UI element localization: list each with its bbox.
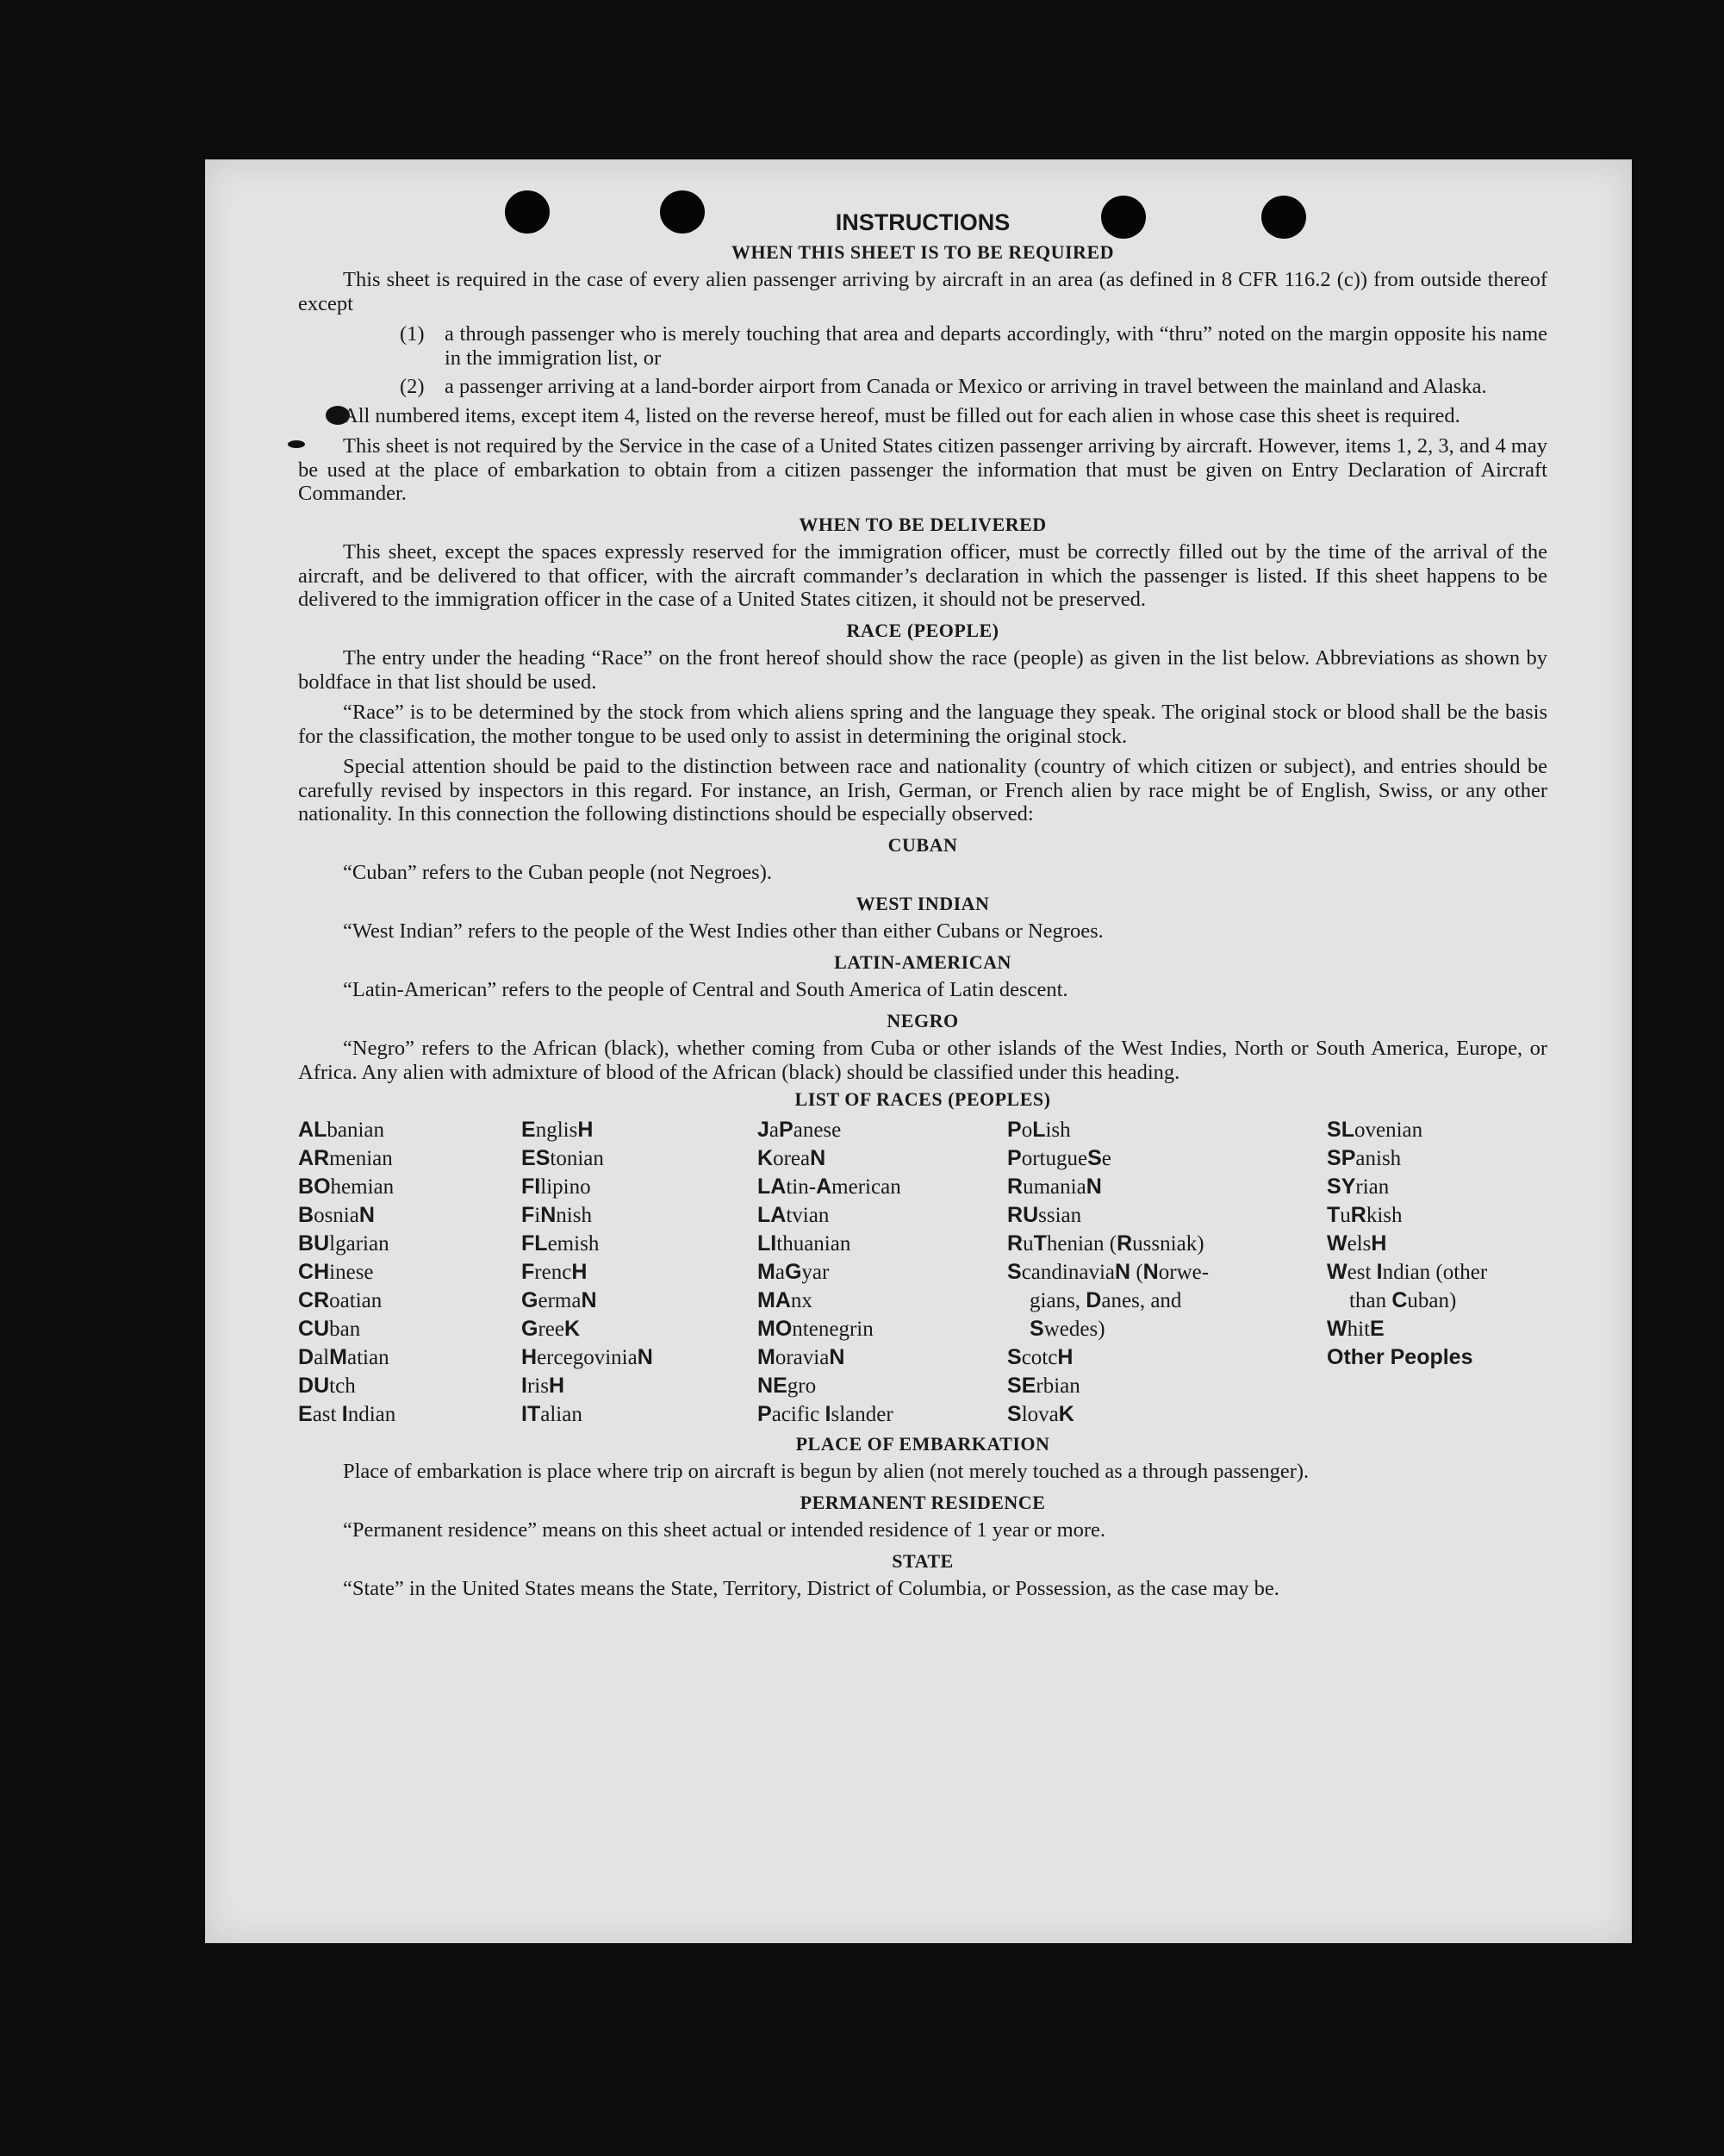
item-number: (1) [400,322,425,346]
race-entry: BosniaN [298,1202,375,1227]
race-entry: LAtin-American [757,1174,901,1199]
paragraph: “West Indian” refers to the people of the West Indies other than either Cubans or Negroes. [343,919,1104,943]
race-entry: LIthuanian [757,1231,851,1256]
race-entry: RuThenian (Russniak) [1007,1231,1204,1256]
race-entry: NEgro [757,1373,817,1398]
section-heading: CUBAN [887,833,958,856]
item-number: (2) [400,375,425,398]
race-entry: FLemish [521,1231,600,1256]
race-entry: East Indian [298,1401,396,1426]
page-title: INSTRUCTIONS [835,209,1011,235]
race-entry: RumaniaN [1007,1174,1102,1199]
paragraph: Place of embarkation is place where trip on aircraft is begun by alien (not merely touched as a through passenger). [343,1460,1310,1483]
race-entry: SErbian [1007,1373,1080,1398]
race-entry: EStonian [521,1145,604,1170]
paragraph: Special attention should be paid to the distinction between race and nationality (country of which citizen or subject), and entries should be carefully revised by inspectors in this regard. For instance, an Irish, German, or French alien by race might be of English, Swiss, or any other nationality. In this connection the following distinctions should be especially observed: [298,755,1547,826]
race-entry: Other Peoples [1327,1344,1473,1369]
race-entry: SlovaK [1007,1401,1074,1426]
race-entry: CUban [298,1316,361,1341]
race-entry: than Cuban) [1349,1287,1457,1312]
races-column [1327,1116,1547,1429]
document-page [205,159,1632,1943]
race-entry: ITalian [521,1401,582,1426]
race-entry: MAnx [757,1287,812,1312]
section-heading: STATE [892,1549,954,1572]
paragraph: All numbered items, except item 4, listed on the reverse hereof, must be filled out for each alien in whose case this sheet is required. [343,403,1460,427]
race-entry: IrisH [521,1373,565,1398]
list-item [298,322,1547,370]
section-heading: WHEN TO BE DELIVERED [799,513,1047,535]
race-entry: SLovenian [1327,1117,1423,1142]
race-entry: BOhemian [298,1174,395,1199]
race-entry: TuRkish [1327,1202,1403,1227]
list-item [298,375,1547,399]
race-entry: JaPanese [757,1117,842,1142]
paragraph: This sheet is not required by the Service in the case of a United States citizen passenger arriving by aircraft. However, items 1, 2, 3, and 4 may be used at the place of embarkation to obtain from a citizen passenger the information that must be given on Entry Declaration of Aircraft Commander. [298,434,1547,505]
paragraph: This sheet is required in the case of every alien passenger arriving by aircraft in an area (as defined in 8 CFR 116.2 (c)) from outside thereof except [298,268,1547,315]
race-entry: CRoatian [298,1287,383,1312]
section-heading: RACE (PEOPLE) [846,619,999,641]
races-list [298,1116,1547,1429]
item-text: a passenger arriving at a land-border airport from Canada or Mexico or arriving in travel between the mainland and Alaska. [445,375,1487,398]
race-entry: DalMatian [298,1344,389,1369]
race-entry: ARmenian [298,1145,393,1170]
section-heading: WHEN THIS SHEET IS TO BE REQUIRED [731,240,1115,263]
race-entry: BUlgarian [298,1231,389,1256]
race-entry: SPanish [1327,1145,1402,1170]
race-entry: DUtch [298,1373,356,1398]
section-heading: PERMANENT RESIDENCE [800,1491,1046,1513]
race-entry: ScandinaviaN (Norwe- [1007,1259,1210,1284]
race-entry: HercegoviniaN [521,1344,653,1369]
paragraph: The entry under the heading “Race” on the front hereof should show the race (people) as given in the list below. Abbreviations as shown by boldface in that list should be used. [298,646,1547,694]
race-entry: ALbanian [298,1117,385,1142]
race-entry: FiNnish [521,1202,592,1227]
section-heading: LATIN-AMERICAN [834,950,1011,973]
race-entry: FrencH [521,1259,588,1284]
races-column [1007,1116,1327,1429]
section-heading: WEST INDIAN [856,892,990,914]
race-entry: PoLish [1007,1117,1071,1142]
paragraph: “Race” is to be determined by the stock from which aliens spring and the language they speak. The original stock or blood shall be the basis for the classification, the mother tongue to be used only to assist in determining the original stock. [298,701,1547,748]
paragraph: “Cuban” refers to the Cuban people (not Negroes). [343,861,772,884]
races-column [521,1116,757,1429]
paragraph: “Permanent residence” means on this sheet actual or intended residence of 1 year or more. [343,1518,1106,1542]
race-entry: WhitE [1327,1316,1385,1341]
paragraph: “Negro” refers to the African (black), whether coming from Cuba or other islands of the West Indies, North or South America, Europe, or Africa. Any alien with admixture of blood of the African (black) should be classified under this heading. [298,1037,1547,1084]
race-entry: GermaN [521,1287,597,1312]
paragraph: “Latin-American” refers to the people of Central and South America of Latin descent. [343,978,1068,1001]
race-entry: SYrian [1327,1174,1390,1199]
race-entry: Pacific Islander [757,1401,893,1426]
race-entry: WelsH [1327,1231,1387,1256]
race-entry: West Indian (other [1327,1259,1488,1284]
race-entry: EnglisH [521,1117,594,1142]
instructions-body [298,211,1547,1608]
item-text: a through passenger who is merely touching that area and departs accordingly, with “thru” noted on the margin opposite his name in the immigration list, or [445,322,1547,370]
race-entry: Swedes) [1030,1316,1105,1341]
section-heading: PLACE OF EMBARKATION [795,1432,1050,1455]
section-heading: LIST OF RACES (PEOPLES) [794,1088,1051,1110]
race-entry: CHinese [298,1259,374,1284]
race-entry: LAtvian [757,1202,830,1227]
race-entry: MOntenegrin [757,1316,874,1341]
paragraph: This sheet, except the spaces expressly reserved for the immigration officer, must be correctly filled out by the time of the arrival of the aircraft, and be delivered to that officer, with the aircraft commander’s declaration in which the passenger is listed. If this sheet happens to be delivered to the immigration officer in the case of a United States citizen, it should not be preserved. [298,540,1547,611]
race-entry: KoreaN [757,1145,826,1170]
races-column [757,1116,1007,1429]
race-entry: gians, Danes, and [1030,1287,1182,1312]
section-heading: NEGRO [887,1009,959,1031]
race-entry: MaGyar [757,1259,830,1284]
race-entry: MoraviaN [757,1344,845,1369]
race-entry: FIlipino [521,1174,591,1199]
paragraph: “State” in the United States means the State, Territory, District of Columbia, or Possession, as the case may be. [343,1577,1279,1600]
race-entry: GreeK [521,1316,581,1341]
race-entry: RUssian [1007,1202,1082,1227]
race-entry: PortugueSe [1007,1145,1111,1170]
races-column [298,1116,521,1429]
race-entry: ScotcH [1007,1344,1074,1369]
